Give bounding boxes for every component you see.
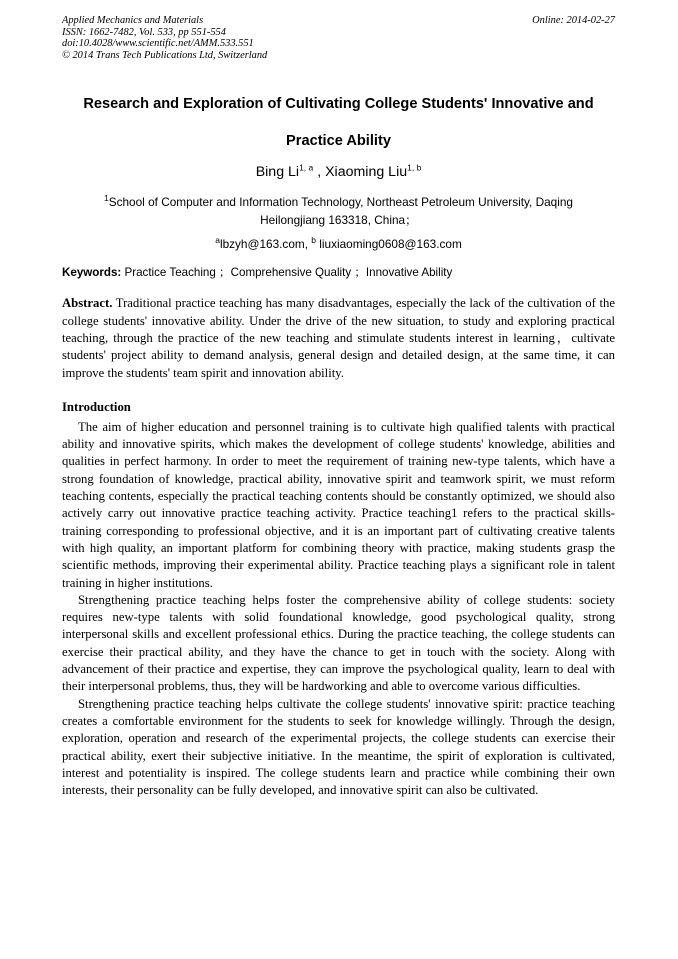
author-superscript: 1, a [299,162,314,173]
body-paragraph: Strengthening practice teaching helps cultivate the college students' innovative spirit: practice teaching creates a comfortable environment for the students to seek for knowledge willingly. Through the design, exploration, operation and research of the experimental projects, the college students can exercise their practical ability, exert their subjective initiative. In the meantime, the spirit of exploration is cultivated, interest and potentiality is inspired. The college students learn and practice while combining their own interests, their personality can be fully developed, and innovative spirit can also be cultivated. [62,696,615,798]
body-paragraph: The aim of higher education and personnel training is to cultivate high qualified talents with practical ability and innovative spirits, which makes the development of college students' knowledge, abilities and qualities in perfect harmony. In order to meet the requirement of training new-type talents, which have a strong foundation of knowledge, practical ability, innovative spirit and teamwork spirit, we must reform teaching contents, especially the practical teaching contents should be constantly optimized, we should also actively carry out innovative practice teaching activity. Practice teaching1 refers to the practical skills-training corresponding to professional objective, and it is an important part of cultivating creative talents with high quality, an important platform for combining theory with practice, making students grasp the scientific methods, improving their experimental ability. Practice teaching plays a significant role in talent training in higher institutions. [62,419,615,590]
keywords-label: Keywords: [62,266,122,280]
author-separator: , [313,164,326,181]
email-address: lbzyh@163.com, [219,237,312,252]
author-name: Xiaoming Liu [325,164,408,181]
keywords [62,264,615,280]
keywords-text: Practice Teaching ；Comprehensive Quality ；Innovative Ability [121,266,453,280]
affiliation-text: School of Computer and Information Technology, Northeast Petroleum University, Daqing Heilongjiang 163318, China； [108,195,573,228]
journal-header [62,15,615,61]
email-superscript: a [215,235,220,246]
abstract [62,295,615,381]
email-superscript: b [311,235,317,246]
abstract-label: Abstract. [62,296,113,311]
author-name: Bing Li [255,164,300,181]
paper-page [62,15,615,799]
paper-title: Research and Exploration of Cultivating College Students' Innovative and Practice Ability [83,96,594,150]
online-date: Online: 2014-02-27 [532,15,615,26]
affiliation-superscript: 1 [104,193,109,204]
author-emails [62,237,615,251]
email-address: liuxiaoming0608@163.com [316,237,462,252]
copyright-line: © 2014 Trans Tech Publications Ltd, Switzerland [62,49,268,61]
abstract-text: Traditional practice teaching has many disadvantages, especially the lack of the cultivation of the college students' innovative ability. Under the drive of the new situation, to study and exploring practical teaching, through the practice of the new teaching and stimulate students interest in learning，cultivate students' project ability to demand analysis, general design and detailed design, at the same time, it can improve the students' team spirit and innovation ability. [62,296,615,380]
author-line [62,164,615,180]
journal-name: Applied Mechanics and Materials [62,15,204,26]
introduction-body [62,419,615,800]
body-paragraph: Strengthening practice teaching helps foster the comprehensive ability of college students: society requires new-type talents with solid foundational knowledge, good psychological quality, strong interpersonal skills and excellent professional ethics. During the practice teaching, the college students can exercise their practical ability, and they have the chance to get in touch with the society. Along with advancement of their practice and expertise, they can improve the psychological quality, learn to deal with their interpersonal problems, thus, they will be hardworking and able to overcome various difficulties. [62,592,615,694]
doi-line: doi:10.4028/www.scientific.net/AMM.533.551 [62,38,254,50]
issn-line: ISSN: 1662-7482, Vol. 533, pp 551-554 [62,26,226,38]
section-heading-introduction: Introduction [62,399,131,414]
affiliation [62,193,615,229]
author-superscript: 1, b [407,162,422,173]
